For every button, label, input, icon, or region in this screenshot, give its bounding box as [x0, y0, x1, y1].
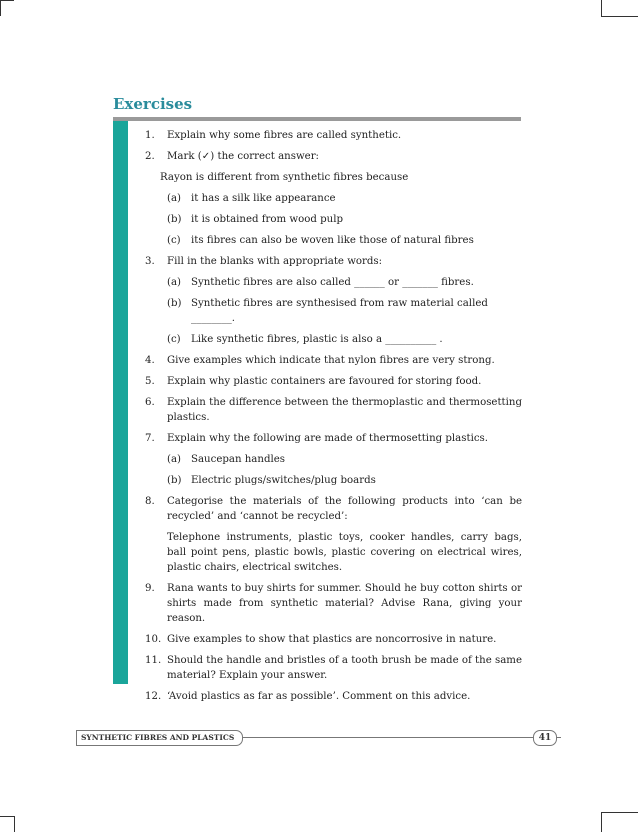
option-item: [145, 212, 522, 227]
page-title: Exercises: [113, 95, 193, 113]
option-item: [145, 296, 522, 326]
question-text: Mark (✓) the correct answer:: [167, 151, 319, 162]
option-label: (a): [167, 193, 182, 204]
question-item: [145, 353, 522, 368]
question-text: Give examples which indicate that nylon fibres are very strong.: [167, 355, 495, 366]
question-detail: Telephone instruments, plastic toys, cooker handles, carry bags, ball point pens, plastic bowls, plastic covering on electrical wires, plastic chairs, electrical switches.: [167, 532, 522, 573]
question-text: Explain why plastic containers are favoured for storing food.: [167, 376, 482, 387]
crop-mark: [14, 816, 15, 832]
question-item: [145, 581, 522, 626]
question-item: [145, 689, 522, 704]
option-text: Synthetic fibres are synthesised from raw material called ________.: [191, 298, 488, 324]
question-number: 10.: [145, 634, 162, 645]
question-text: Rana wants to buy shirts for summer. Should he buy cotton shirts or shirts made from synthetic material? Advise Rana, giving your reason.: [167, 583, 522, 624]
question-item: [145, 254, 522, 269]
crop-mark: [0, 816, 14, 817]
question-item: [145, 494, 522, 524]
question-text: Should the handle and bristles of a tooth brush be made of the same material? Explain your answer.: [167, 655, 522, 681]
title-rule: [113, 117, 521, 121]
chapter-label: SYNTHETIC FIBRES AND PLASTICS: [76, 730, 243, 746]
option-text: Like synthetic fibres, plastic is also a __________ .: [191, 334, 443, 345]
crop-mark: [0, 0, 1, 16]
option-text: Synthetic fibres are also called ______ or _______ fibres.: [191, 277, 474, 288]
question-text: Explain why the following are made of thermosetting plastics.: [167, 433, 488, 444]
footer-rule: [218, 737, 533, 738]
crop-mark: [0, 0, 14, 1]
option-item: [145, 191, 522, 206]
question-text: ‘Avoid plastics as far as possible’. Comment on this advice.: [167, 691, 471, 702]
question-text: Explain why some fibres are called synthetic.: [167, 130, 402, 141]
question-text: Explain the difference between the thermoplastic and thermosetting plastics.: [167, 397, 522, 423]
question-number: 5.: [145, 376, 155, 387]
option-label: (a): [167, 277, 182, 288]
question-text: Give examples to show that plastics are noncorrosive in nature.: [167, 634, 497, 645]
question-intro: Rayon is different from synthetic fibres because: [160, 172, 409, 183]
option-text: its fibres can also be woven like those of natural fibres: [191, 235, 474, 246]
exercise-list: [145, 128, 522, 710]
option-item: [145, 233, 522, 248]
question-number: 11.: [145, 655, 162, 666]
question-number: 6.: [145, 397, 155, 408]
option-item: [145, 473, 522, 488]
page-number: 41: [533, 730, 557, 746]
question-number: 2.: [145, 151, 155, 162]
option-label: (a): [167, 454, 182, 465]
exercise-sidebar-bar: [113, 121, 128, 684]
question-number: 7.: [145, 433, 155, 444]
question-item: [145, 395, 522, 425]
question-number: 12.: [145, 691, 162, 702]
question-number: 8.: [145, 496, 155, 507]
option-label: (c): [167, 334, 181, 345]
question-item: [145, 431, 522, 446]
question-text: Fill in the blanks with appropriate words:: [167, 256, 383, 267]
question-item: [145, 653, 522, 683]
crop-mark: [601, 812, 638, 813]
option-item: [145, 332, 522, 347]
option-text: it has a silk like appearance: [191, 193, 336, 204]
option-text: Electric plugs/switches/plug boards: [191, 475, 376, 486]
question-item: [145, 374, 522, 389]
crop-mark: [601, 0, 602, 16]
option-label: (b): [167, 298, 182, 309]
question-number: 4.: [145, 355, 155, 366]
question-item: [145, 149, 522, 164]
question-item: [145, 632, 522, 647]
option-label: (b): [167, 214, 182, 225]
question-number: 1.: [145, 130, 155, 141]
crop-mark: [601, 16, 638, 17]
option-label: (c): [167, 235, 181, 246]
footer-rule: [557, 737, 561, 738]
option-label: (b): [167, 475, 182, 486]
question-number: 9.: [145, 583, 155, 594]
option-item: [145, 452, 522, 467]
question-number: 3.: [145, 256, 155, 267]
option-item: [145, 275, 522, 290]
option-text: it is obtained from wood pulp: [191, 214, 344, 225]
crop-mark: [601, 812, 602, 832]
question-item: [145, 128, 522, 143]
question-text: Categorise the materials of the following products into ‘can be recycled’ and ‘cannot be recycled’:: [167, 496, 522, 522]
option-text: Saucepan handles: [191, 454, 285, 465]
